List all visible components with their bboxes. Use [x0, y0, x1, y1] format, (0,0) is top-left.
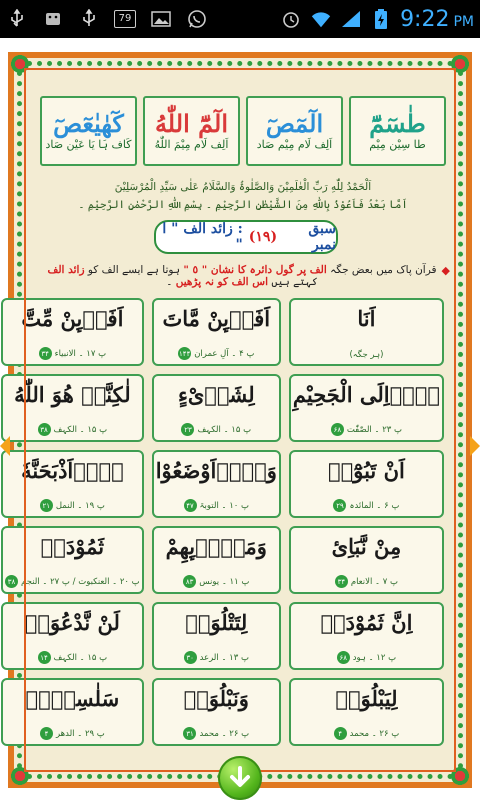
header-panel [40, 96, 137, 166]
word-reference [349, 349, 383, 360]
word-text: لِتَتْلُوَاۡ [185, 610, 248, 635]
reference-text: پ ۲۶ ۔ محمد [199, 729, 250, 739]
ayah-number-badge: ۲۱ [40, 499, 53, 512]
reference-text: پ ۲۰ ۔ العنکبوت / پ ۲۷ ۔ النجم [21, 577, 140, 587]
word-text: ثَمُوْدَاۡ [40, 534, 105, 559]
ayah-number-badge: ۱۴ [38, 651, 51, 664]
ayah-number-badge: ۳۸ [38, 423, 51, 436]
system-icons [280, 0, 474, 38]
panel-pronunciation: طا سِیْن مِیْم [369, 137, 426, 151]
panel-letters: الٓمٓصٓ [265, 109, 324, 139]
word-card[interactable] [152, 450, 281, 518]
word-reference [334, 727, 400, 740]
corner-ornament [11, 767, 29, 785]
word-text: مِنْ نَّبَاِئ [331, 534, 402, 559]
ayah-number-badge: ۳۰ [184, 651, 197, 664]
word-card[interactable] [1, 526, 144, 594]
word-card[interactable] [152, 602, 281, 670]
reference-text: پ ۶ ۔ المائدہ [349, 501, 400, 511]
ayah-number-badge: ۴۷ [184, 499, 197, 512]
word-reference [40, 499, 105, 512]
ayah-number-badge: ۳۸ [5, 575, 18, 588]
intro-bullet-icon: ◆ [441, 264, 450, 277]
word-card[interactable] [152, 526, 281, 594]
corner-ornament [451, 767, 469, 785]
reference-text: پ ۱۷ ۔ الانبیاء [54, 349, 107, 359]
word-text: اَنْ تَبُوْٓاۡ [328, 458, 405, 483]
usb-icon [6, 8, 28, 30]
clock-time: 9:22 [400, 6, 450, 32]
ayah-number-badge: ۳۴ [39, 347, 52, 360]
word-text: اَنَا [357, 306, 376, 331]
reference-text: (ہر جگہ) [349, 350, 384, 360]
word-card[interactable] [289, 526, 444, 594]
download-button[interactable] [218, 756, 262, 800]
dua-line-1: اَلْحَمْدُ لِلّٰهِ رَبِّ الْعٰلَمِیْنَ وَالصَّلٰوۃُ وَالسَّلَامُ عَلٰی سَیِّدِ الْمُرْسَلِیْنَ [114, 181, 372, 193]
image-icon [150, 8, 172, 30]
ayah-number-badge: ۴ [334, 727, 347, 740]
word-card[interactable] [152, 374, 281, 442]
header-panels [40, 96, 446, 166]
decorative-frame [8, 52, 472, 788]
previous-page-arrow-icon[interactable] [0, 436, 10, 456]
reference-text: پ ۱۳ ۔ الرعد [199, 653, 249, 663]
intro-text: ہوتا ہے ایسے الف کو [87, 264, 180, 276]
word-card[interactable] [152, 298, 281, 366]
clock-ampm: PM [453, 13, 474, 30]
word-reference [183, 727, 249, 740]
reference-text: پ ۲۶ ۔ محمد [349, 729, 400, 739]
header-panel [143, 96, 240, 166]
header-panel [246, 96, 343, 166]
word-reference [331, 423, 402, 436]
word-reference [333, 499, 399, 512]
lesson-label: سبق نمبر [308, 221, 336, 253]
word-text: وَلَاۡاَوْضَعُوْا [155, 458, 277, 483]
arrow-down-icon [227, 765, 253, 791]
ayah-number-badge: ۲۳ [181, 423, 194, 436]
word-reference [184, 499, 250, 512]
word-text: اَفَاۡىِٕنْ مَّاتَ [162, 306, 271, 331]
reference-text: پ ۱۵ ۔ الکہف [53, 653, 108, 663]
word-text: اِنَّ ثَمُوْدَاۡ [320, 610, 413, 635]
word-card[interactable] [1, 678, 144, 746]
word-reference [335, 575, 398, 588]
word-reference [337, 651, 396, 664]
lesson-title: : زائد الف " ا " [162, 221, 243, 253]
panel-letters: الٓمّٓ اللّٰهُ [154, 109, 229, 139]
intro-text: کہتے ہیں [271, 276, 318, 288]
word-card[interactable] [1, 450, 144, 518]
word-text: لَنْ نَّدْعُوَاۡ [24, 610, 120, 635]
ayah-number-badge: ۶۸ [337, 651, 350, 664]
word-text: لِشَاۡىْءٍ [177, 382, 255, 407]
battery-percent-icon: 79 [114, 8, 136, 30]
word-card[interactable] [289, 374, 444, 442]
reference-text: پ ۱۵ ۔ الکہف [197, 425, 252, 435]
word-reference [183, 575, 249, 588]
word-reference [40, 727, 105, 740]
word-reference [38, 423, 108, 436]
reference-text: پ ۲۳ ۔ الصّٰفّٰت [346, 425, 403, 435]
reference-text: پ ۱۹ ۔ النمل [55, 501, 105, 511]
word-text: سَلٰسِلَاۡ [25, 686, 120, 711]
opening-dua [44, 178, 442, 214]
ayah-number-badge: ۳۴ [335, 575, 348, 588]
corner-ornament [451, 55, 469, 73]
ayah-number-badge: ۶۸ [331, 423, 344, 436]
next-page-arrow-icon[interactable] [470, 436, 480, 456]
word-text: اَفَاۡىِٕنْ مِّتَّ [21, 306, 124, 331]
reference-text: پ ۱۵ ۔ الکہف [53, 425, 108, 435]
panel-pronunciation: کَاف ہَا یَا عَیْن صَاد [45, 137, 132, 151]
reference-text: پ ۲۹ ۔ الدھر [55, 729, 105, 739]
word-card[interactable] [152, 678, 281, 746]
word-card[interactable] [289, 678, 444, 746]
signal-icon [340, 8, 362, 30]
reference-text: پ ۱۲ ۔ ہود [352, 653, 397, 663]
word-text: لِيَبْلُوَاۡ [335, 686, 398, 711]
lesson-content [7, 80, 450, 760]
word-reference [39, 347, 107, 360]
word-text: وَنَبْلُوَاۡ [183, 686, 249, 711]
word-grid [7, 298, 444, 746]
word-card[interactable] [289, 450, 444, 518]
intro-text: ۔ [166, 276, 173, 288]
intro-highlight: الف پر گول دائرہ کا نشان " ٥ " [183, 264, 327, 276]
lesson-intro [36, 264, 448, 288]
word-text: لٰكِنَّاۡ هُوَ اللّٰهُ [14, 382, 131, 407]
ayah-number-badge: ۲۹ [333, 499, 346, 512]
intro-highlight: زائد الف [47, 264, 85, 276]
panel-letters: طٰسٓمّٓ [369, 109, 426, 139]
lesson-page[interactable] [0, 38, 480, 800]
word-reference [181, 423, 251, 436]
reference-text: پ ۱۰ ۔ التوبۃ [199, 501, 250, 511]
word-card[interactable] [1, 602, 144, 670]
notification-icons [6, 0, 208, 38]
word-card[interactable] [1, 298, 144, 366]
ayah-number-badge: ۴ [40, 727, 53, 740]
battery-charging-icon [370, 8, 392, 30]
word-card[interactable] [289, 602, 444, 670]
clock [400, 7, 474, 32]
word-reference [5, 575, 140, 588]
ayah-number-badge: ۳۱ [183, 727, 196, 740]
word-reference [178, 347, 254, 360]
word-card[interactable] [289, 298, 444, 366]
header-panel [349, 96, 446, 166]
whatsapp-icon [186, 8, 208, 30]
panel-pronunciation: اَلِف لَام مِیْم صَاد [256, 137, 333, 151]
word-reference [38, 651, 108, 664]
word-text: لَاۡاَذْبَحَنَّهٗ [21, 458, 124, 483]
intro-text: قرآن پاک میں بعض جگہ [330, 264, 437, 276]
usb-icon-2 [78, 8, 100, 30]
word-text: لَاۡاِلَى الْجَحِيْمِ [292, 382, 440, 407]
alarm-icon [280, 8, 302, 30]
panel-pronunciation: اَلِف لَام مِیْمَ اللّٰهُ [154, 137, 229, 151]
ayah-number-badge: ۱۴۴ [178, 347, 191, 360]
word-reference [184, 651, 249, 664]
status-bar [0, 0, 480, 38]
word-card[interactable] [1, 374, 144, 442]
reference-text: پ ۷ ۔ الانعام [350, 577, 399, 587]
lesson-number: (۱۹) [248, 229, 278, 245]
ayah-number-badge: ۸۳ [183, 575, 196, 588]
wifi-icon [310, 8, 332, 30]
corner-ornament [11, 55, 29, 73]
dua-line-2: اَمَّا بَعْدُ فَاَعُوْذُ بِاللّٰهِ مِنَ الشَّیْطٰنِ الرَّجِیْمِ ۔ بِسْمِ اللّٰهِ الرَّحْمٰنِ الرَّحِیْمِ ۔ [78, 199, 408, 211]
reference-text: پ ۱۱ ۔ یونس [199, 577, 250, 587]
lesson-title-badge [154, 220, 338, 254]
intro-highlight: اس الف کو نہ پڑھیں [175, 276, 268, 288]
reference-text: پ ۴ ۔ آلِ عمران [194, 349, 255, 359]
word-text: وَمَلَاۡىِٕهِمْ [165, 534, 267, 559]
android-debug-icon [42, 8, 64, 30]
panel-letters: كٓهٰيٰعٓصٓ [53, 109, 124, 139]
